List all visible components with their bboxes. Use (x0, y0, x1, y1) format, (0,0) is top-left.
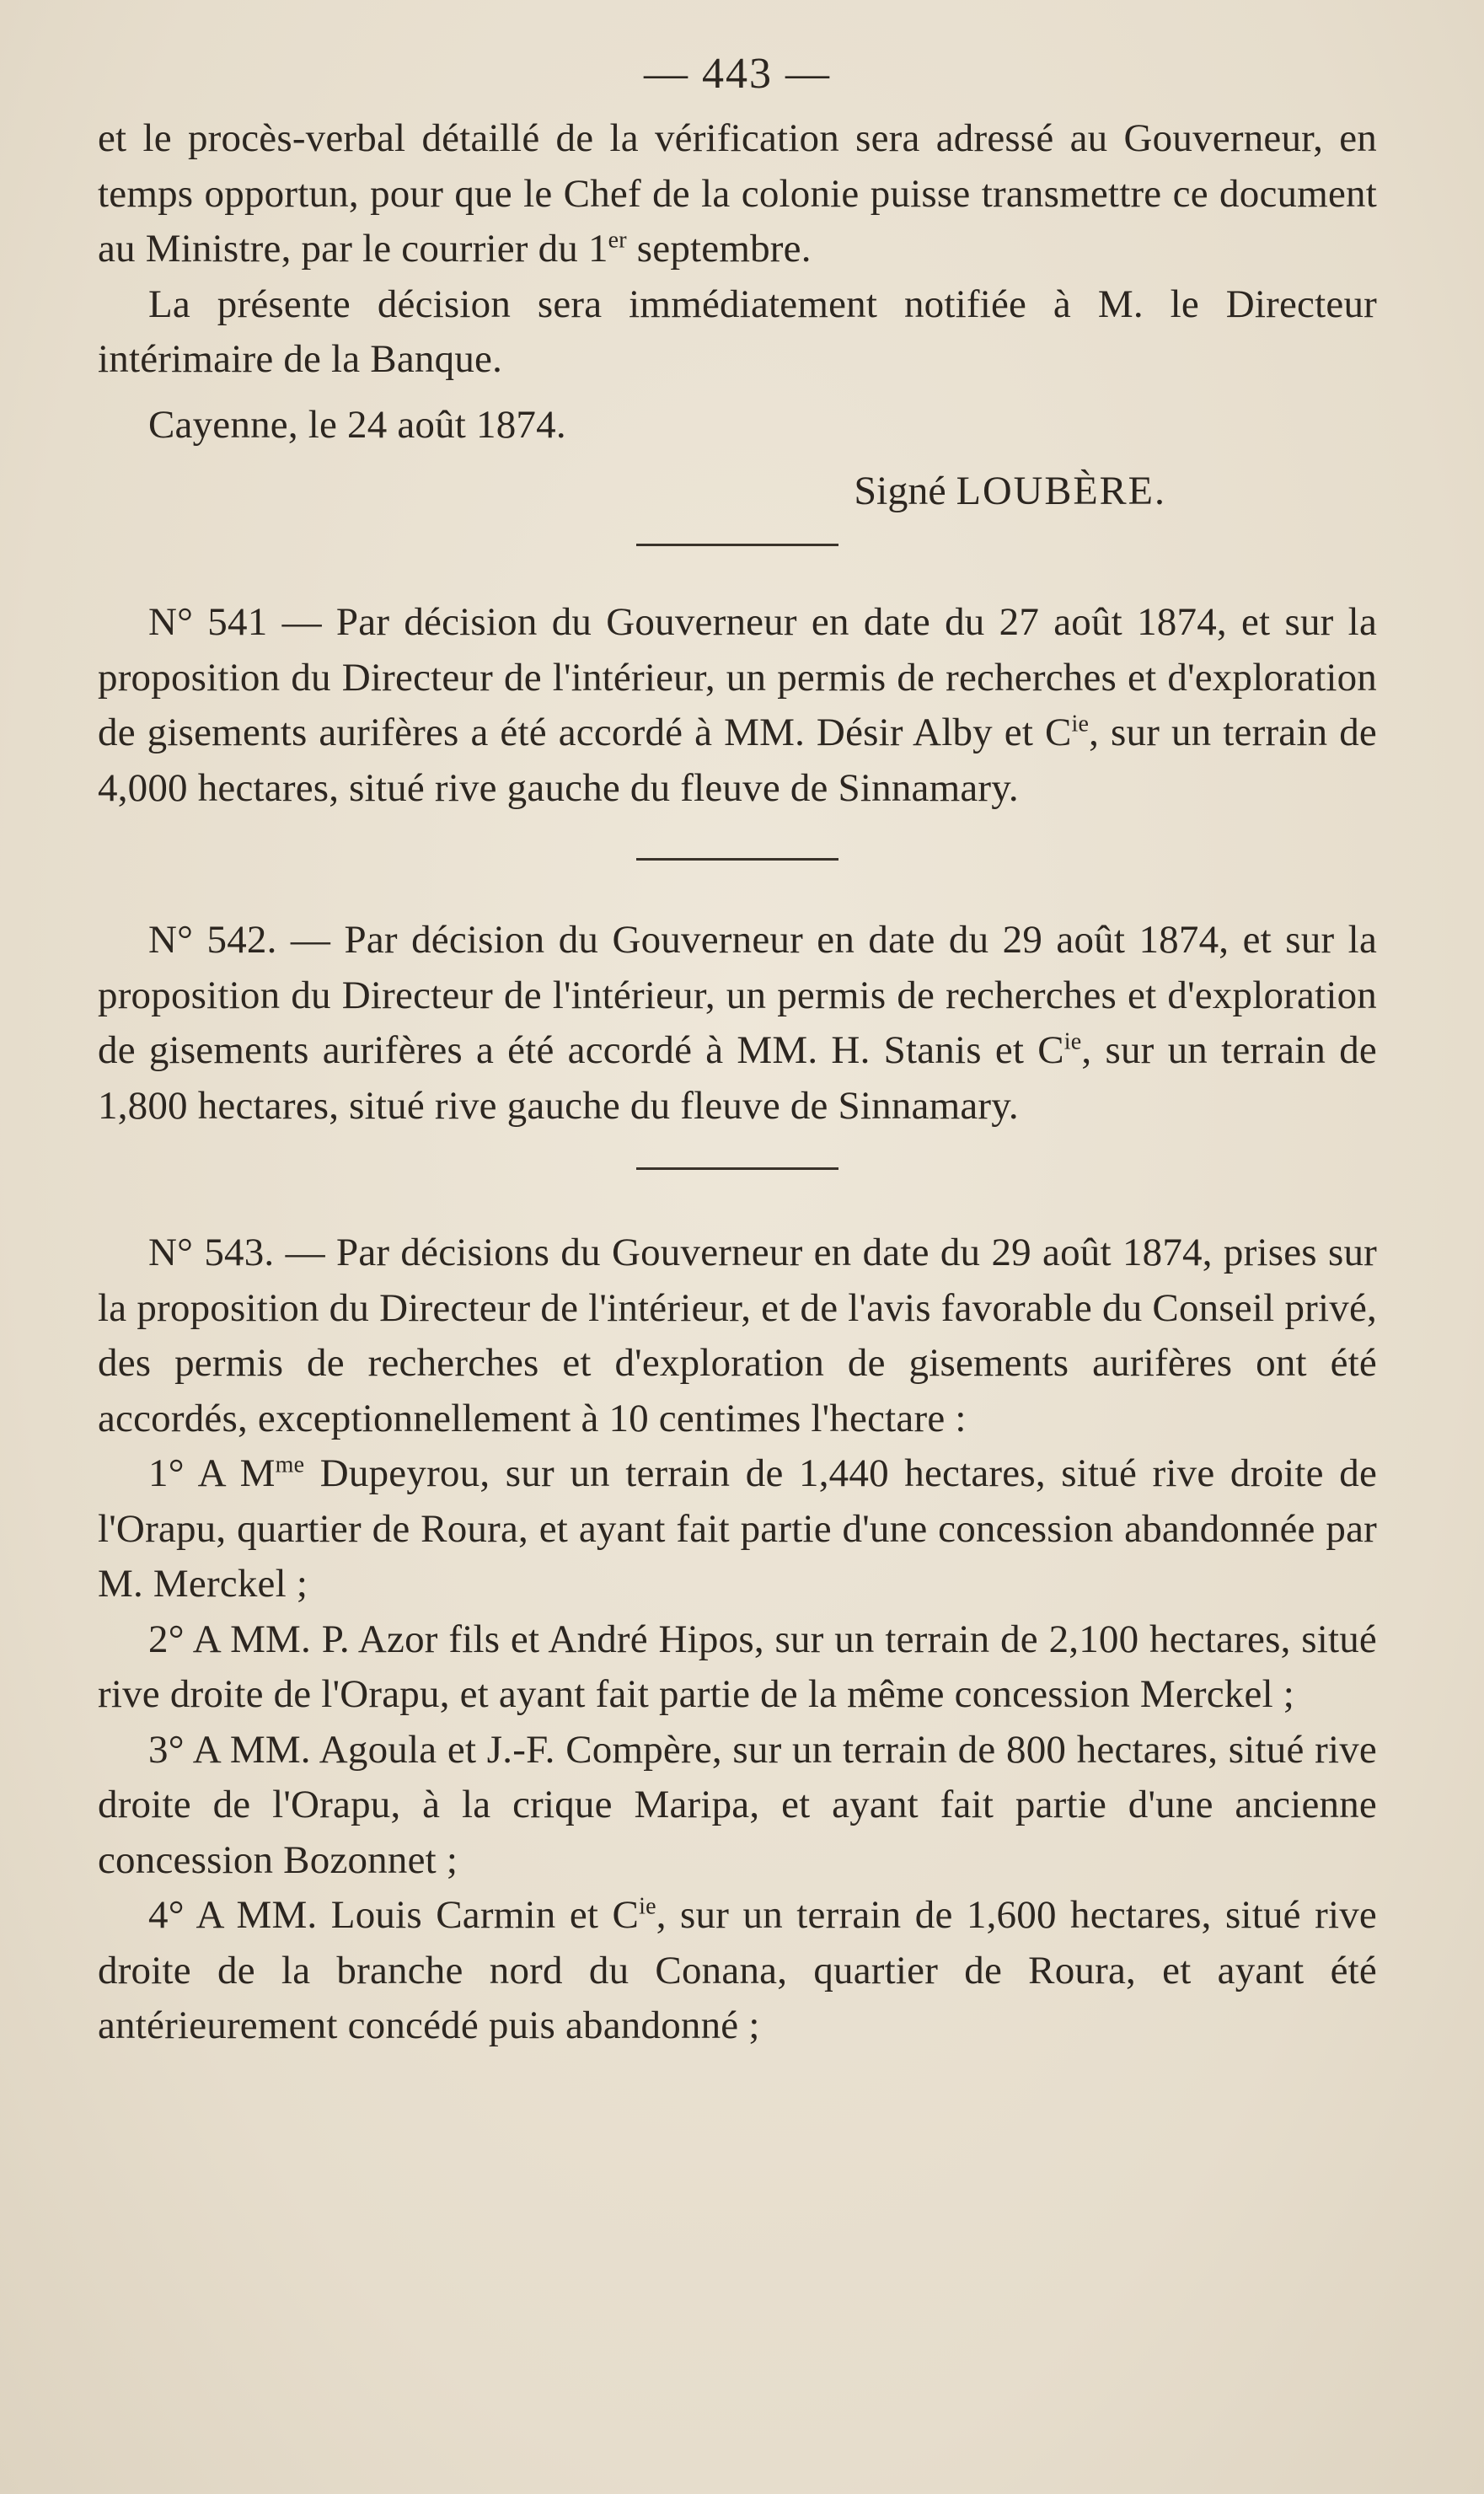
list-item (98, 1612, 1377, 1723)
superscript-me: me (275, 1451, 305, 1478)
item-text-end: , sur un terrain de 1,600 hectares, situé rive droite de la branche nord du Conana, quartier de Roura, et ayant été antérieurement concédé puis abandonné ; (98, 1893, 1377, 2047)
intro-paragraph (98, 111, 1377, 277)
decision-text: — Par décisions du Gouverneur en date du 29 août 1874, prises sur la proposition du Directeur de l'intérieur, et de l'avis favorable du Conseil privé, des permis de recherches et d'exploration de gisements aurifères ont été accordés, exceptionnellement à 10 centimes l'hectare : (98, 1231, 1378, 1440)
decision-text-end: , sur un terrain de 1,800 hectares, situé rive gauche du fleuve de Sinnamary. (98, 1028, 1377, 1128)
item-text: 4° A MM. Louis Carmin et C (148, 1893, 640, 1937)
decision-541 (98, 595, 1377, 816)
text-column (98, 44, 1377, 2054)
item-text-end: Dupeyrou, sur un terrain de 1,440 hectares, situé rive droite de l'Orapu, quartier de Roura, et ayant fait partie d'une concession abandonnée par M. Merckel ; (98, 1451, 1378, 1606)
decision-543 (98, 1226, 1377, 1446)
list-item (98, 1888, 1377, 2054)
item-text: 2° A MM. P. Azor fils et André Hipos, sur un terrain de 2,100 hectares, situé rive droite de l'Orapu, et ayant fait partie de la même concession Merckel ; (98, 1617, 1377, 1716)
decision-number: N° 542. (148, 918, 277, 962)
list-item (98, 1723, 1377, 1889)
decision-number: N° 543. (148, 1231, 275, 1274)
signature-prefix: Signé (854, 469, 956, 513)
separator-rule (636, 858, 838, 861)
signature (98, 461, 1377, 522)
signature-name: LOUBÈRE. (956, 469, 1166, 513)
intro-text-end: septembre. (626, 227, 812, 271)
superscript-ie: ie (639, 1893, 656, 1920)
intro-text: et le procès-verbal détaillé de la vérification sera adressé au Gouverneur, en temps opportun, pour que le Chef de la colonie puisse transmettre ce document au Ministre, par le courrier du 1 (98, 116, 1377, 271)
decision-number: N° 541 (148, 600, 268, 644)
separator-rule (636, 1167, 838, 1170)
item-text: 1° A M (148, 1451, 276, 1495)
notice-paragraph: La présente décision sera immédiatement notifiée à M. le Directeur intérimaire de la Banque. (98, 282, 1377, 381)
separator-rule (636, 544, 838, 546)
date-line: Cayenne, le 24 août 1874. (148, 402, 566, 447)
decision-text-end: , sur un terrain de 4,000 hectares, situé rive gauche du fleuve de Sinnamary. (98, 711, 1377, 810)
decision-text: — Par décision du Gouverneur en date du 29 août 1874, et sur la proposition du Directeur de l'intérieur, un permis de recherches et d'exploration de gisements aurifères a été accordé à MM. H. Stanis et C (98, 918, 1378, 1072)
item-text: 3° A MM. Agoula et J.-F. Compère, sur un terrain de 800 hectares, situé rive droite de l'Orapu, à la crique Maripa, et ayant fait partie d'une ancienne concession Bozonnet ; (98, 1727, 1377, 1882)
decision-text: — Par décision du Gouverneur en date du 27 août 1874, et sur la proposition du Directeur de l'intérieur, un permis de recherches et d'exploration de gisements aurifères a été accordé à MM. Désir Alby et C (98, 600, 1378, 754)
superscript-er: er (608, 227, 627, 254)
superscript-ie: ie (1063, 1028, 1082, 1055)
page-number: — 443 — (644, 50, 831, 98)
list-item (98, 1446, 1377, 1612)
superscript-ie: ie (1071, 711, 1090, 737)
decision-542 (98, 913, 1377, 1134)
